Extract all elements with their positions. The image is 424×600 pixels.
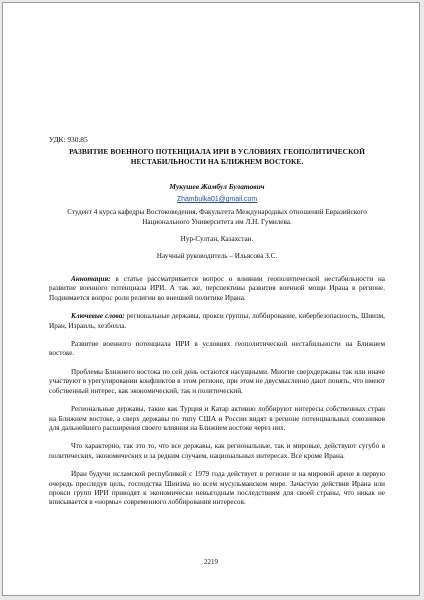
author-name: Мукушев Жамбул Булатович [169, 181, 265, 191]
body-paragraph: Развитие военного потенциала ИРИ в условиях геополитической нестабильности на Ближнем востоке. [49, 340, 385, 358]
abstract-label: Аннотация: [71, 275, 111, 284]
body-paragraph: Проблемы Ближнего востока по сей день остаются насущными. Многие сверхдержавы так или иначе участвуют в урегулировании конфликтов в этом регионе, при этом не двусмысленно дают понять, что имеют собственный интерес, как экономический, так и политический. [49, 367, 385, 395]
article-title: РАЗВИТИЕ ВОЕННОГО ПОТЕНЦИАЛА ИРИ В УСЛОВИЯХ ГЕОПОЛИТИЧЕСКОЙ НЕСТАБИЛЬНОСТИ НА БЛИЖНЕМ ВОСТОКЕ. [69, 147, 365, 166]
author-email-link[interactable]: Zhambulka01@gmail.com [176, 196, 258, 203]
keywords-text: региональные державы, прокси группы, лоббирование, кибербезопасность, Шиизм, Иран, Израиль, хезболла. [49, 312, 385, 330]
article-body [49, 135, 385, 517]
author-city: Нур-Султан, Казахстан. [180, 235, 254, 244]
body-paragraph: Что характерно, так это то, что все державы, как региональные, так и мировые, действуют сугубо в политических, экономических и за редким случаем, национальных интересах. Все кроме Ирана. [49, 442, 385, 460]
document-page [2, 2, 420, 596]
scientific-advisor: Научный руководитель – Ильясова З.С. [156, 251, 278, 260]
body-paragraph: Иран будучи исламской республикой с 1979 года действует в регионе и на мировой арене в первую очередь преследуя цель, господства Шиизма во всем мусульманском мире. Зачастую действия Ирана или прокси групп ИРИ приводят к экономически невыгодным последствиям для своей страны, что никак не вписывается в «нормы» современного лоббирования интересов. [49, 470, 385, 507]
page-number: 2219 [204, 558, 218, 566]
abstract-paragraph [49, 275, 385, 303]
udk-code: УДК: 930.85 [49, 135, 88, 144]
body-paragraph: Региональные державы, такие как Турция и Катар активно лоббируют интересы собственных стран на Ближнем востоке, а сверх державы по типу США и России видят в регионе потенциальных союзников для дальнейшего расширения своего влияния на Ближнем востоке через них. [49, 405, 385, 432]
keywords-paragraph [49, 312, 385, 331]
keywords-label: Ключевые слова: [71, 312, 125, 321]
abstract-text: в статье рассматривается вопрос о влиянии геополитической нестабильности на развитие военного потенциала ИРИ. А так же, перспективы развития военной мощи Ирана в регионе. Поднимается вопрос роли религии во внешней политике Ирана. [49, 275, 385, 302]
author-affiliation: Студент 4 курса кафедры Востоковедения, Факультета Международных отношений Евразийского Национального Университета им Л.Н. Гумилева. [67, 208, 367, 226]
